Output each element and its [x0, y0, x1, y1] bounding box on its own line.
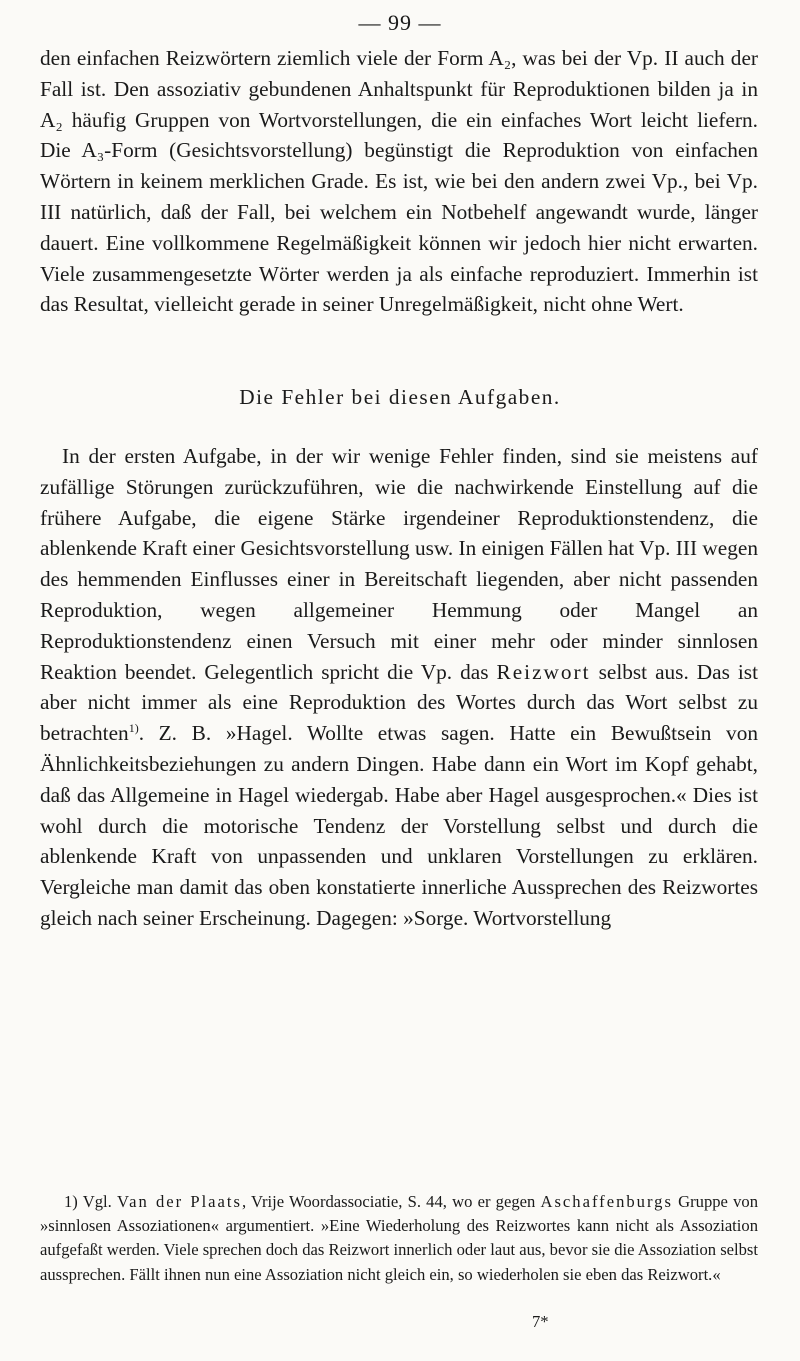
page-number: — 99 —: [358, 10, 442, 35]
footnote-part-2: Gruppe von »sinnlosen Assoziationen« argumentiert. »Eine Wiederholung des Reizwortes kann nicht als Assoziation aufgefaßt werden. Viele sprechen doch das Reizwort innerlich oder laut aus, bevor sie die Assoziation selbst aussprechen. Fällt ihnen nun eine Assoziation nicht gleich ein, so wiederholen sie eben das Reizwort.«: [40, 1192, 759, 1284]
paragraph-1-text: den einfachen Reizwörtern ziemlich viele der Form A₂, was bei der Vp. II auch der Fall ist. Den assoziativ gebundenen Anhaltspunkt für Reproduktionen bilden ja in A₂ häufig Gruppen von Wortvorstellungen, die ein einfaches Wort leicht liefern. Die A₃-Form (Gesichtsvorstellung) begünstigt die Reproduktion von einfachen Wörtern in keinem merklichen Grade. Es ist, wie bei den andern zwei Vp., bei Vp. III natürlich, daß der Fall, bei welchem ein Notbehelf angewandt wurde, länger dauert. Eine vollkommene Regelmäßigkeit können wir jedoch hier nicht erwarten. Viele zusammengesetzte Wörter werden ja als einfache reproduziert. Immerhin ist das Resultat, vielleicht gerade in seiner Unregelmäßigkeit, nicht ohne Wert.: [40, 46, 758, 317]
footnote-part-1: , Vrije Woordassociatie, S. 44, wo er gegen: [241, 1192, 536, 1211]
paragraph-1: [40, 43, 758, 320]
section-heading: Die Fehler bei diesen Aufgaben.: [239, 385, 561, 409]
paragraph-2: [40, 441, 758, 934]
footnote-lead: 1) Vgl.: [64, 1192, 112, 1211]
footnote-author-2: Aschaffenburgs: [540, 1192, 673, 1211]
paragraph-2-part-1: In der ersten Aufgabe, in der wir wenige Fehler finden, sind sie meistens auf zufällige Störungen zurückzuführen, wie die nachwirkende Einstellung auf die frühere Aufgabe, die eigene Stärke irgendeiner Reproduktionstendenz, die ablenkende Kraft einer Gesichtsvorstellung usw. In einigen Fällen hat Vp. III wegen des hemmenden Einflusses einer in Bereitschaft liegenden, aber nicht passenden Reproduktion, wegen allgemeiner Hemmung oder Mangel an Reproduktionstendenz einen Versuch mit einer mehr oder minder sinnlosen Reaktion beendet. Gelegentlich spricht die Vp. das: [40, 444, 758, 684]
footnote-text: [40, 1190, 758, 1287]
signature-mark: 7*: [532, 1312, 549, 1331]
footnote-author-1: Van der Plaats: [116, 1192, 242, 1211]
footnote: [40, 1190, 758, 1287]
footnote-reference: 1): [128, 721, 139, 736]
paragraph-2-part-2: selbst aus. Das ist aber nicht immer als eine Reproduktion des Wortes durch das Wort selbst zu betrachten: [40, 659, 759, 746]
paragraph-2-text: [40, 441, 758, 934]
paragraph-2-part-3: . Z. B. »Hagel. Wollte etwas sagen. Hatte ein Bewußtsein von Ähnlichkeitsbeziehungen zu andern Dingen. Habe dann ein Wort im Kopf gehabt, daß das Allgemeine in Hagel wiedergab. Habe aber Hagel ausgesprochen.« Dies ist wohl durch die motorische Tendenz der Vorstellung selbst und durch die ablenkende Kraft von unpassenden und unklaren Vorstellungen zu erklären. Vergleiche man damit das oben konstatierte innerliche Aussprechen des Reizwortes gleich nach seiner Erscheinung. Dagegen: »Sorge. Wortvorstellung: [40, 721, 758, 930]
spaced-word-reizwort: Reizwort: [496, 659, 591, 684]
